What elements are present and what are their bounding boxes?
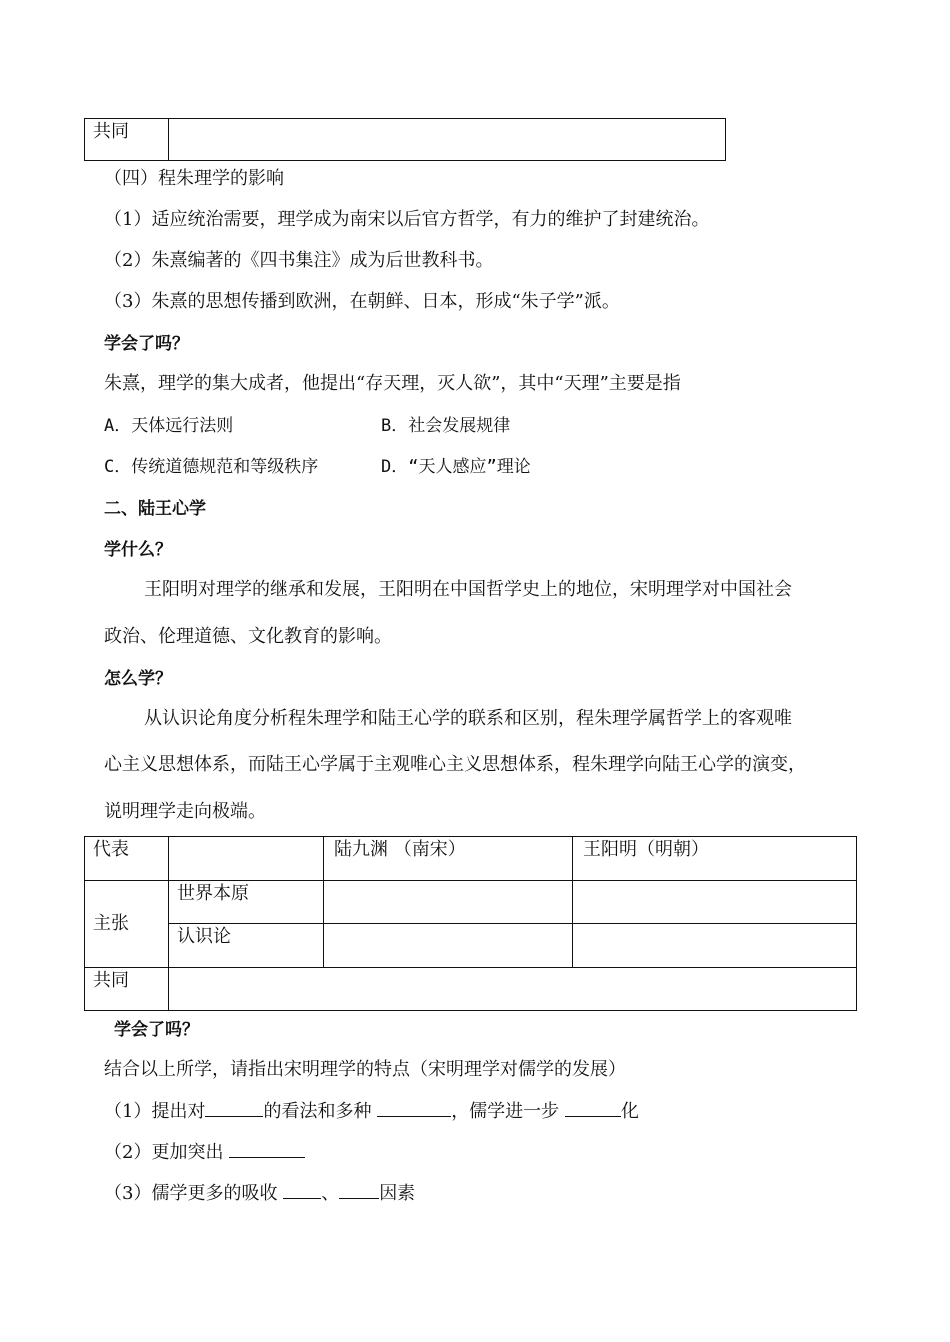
blank-1a[interactable] <box>205 1098 263 1117</box>
option-a[interactable]: A．天体远行法则 <box>104 416 234 436</box>
fill-item-1-text-c: ，儒学进一步 <box>451 1101 560 1122</box>
fill-item-1-text-b: 的看法和多种 <box>263 1101 372 1122</box>
section-heading-influence: （四）程朱理学的影响 <box>104 168 284 189</box>
fill-item-3-text-a: （3）儒学更多的吸收 <box>104 1183 278 1204</box>
influence-item-3: （3）朱熹的思想传播到欧洲，在朝鲜、日本，形成“朱子学”派。 <box>104 291 620 312</box>
quiz2-intro: 结合以上所学，请指出宋明理学的特点（宋明理学对儒学的发展） <box>104 1059 626 1080</box>
option-b[interactable]: B．社会发展规律 <box>381 416 511 436</box>
common-answer-cell[interactable] <box>169 119 726 161</box>
quiz-question: 朱熹，理学的集大成者，他提出“存天理，灭人欲”，其中“天理”主要是指 <box>104 373 681 394</box>
common-label: 共同 <box>85 119 169 161</box>
what-to-learn-line-2: 政治、伦理道德、文化教育的影响。 <box>104 626 392 647</box>
how-to-learn-line-3: 说明理学走向极端。 <box>104 801 266 822</box>
how-to-learn-line-2: 心主义思想体系，而陆王心学属于主观唯心主义思想体系，程朱理学向陆王心学的演变， <box>104 754 806 775</box>
blank-1b[interactable] <box>377 1098 451 1117</box>
col-wang-yangming: 王阳明（明朝） <box>573 837 857 881</box>
option-c[interactable]: C．传统道德规范和等级秩序 <box>104 457 319 477</box>
common-table-top <box>84 118 726 161</box>
rep-blank-cell <box>169 837 324 881</box>
common-label-2: 共同 <box>85 968 169 1011</box>
wang-world-cell[interactable] <box>573 881 857 924</box>
option-d[interactable]: D．“天人感应”理论 <box>381 457 531 477</box>
quiz-heading: 学会了吗？ <box>104 334 189 354</box>
rep-label: 代表 <box>85 837 169 881</box>
lu-world-cell[interactable] <box>324 881 573 924</box>
influence-item-1: （1）适应统治需要，理学成为南宋以后官方哲学，有力的维护了封建统治。 <box>104 209 710 230</box>
how-to-learn-heading: 怎么学？ <box>104 669 172 689</box>
lu-know-cell[interactable] <box>324 924 573 968</box>
fill-item-3-text-b: 、 <box>321 1183 340 1204</box>
fill-item-1 <box>104 1097 639 1123</box>
blank-3b[interactable] <box>339 1180 379 1199</box>
influence-item-2: （2）朱熹编著的《四书集注》成为后世教科书。 <box>104 250 494 271</box>
row-epistemology: 认识论 <box>169 924 324 968</box>
fill-item-1-text-a: （1）提出对 <box>104 1101 206 1122</box>
blank-3a[interactable] <box>283 1180 321 1199</box>
claim-label: 主张 <box>85 881 169 968</box>
blank-2a[interactable] <box>229 1139 305 1158</box>
row-world-origin: 世界本原 <box>169 881 324 924</box>
quiz-heading-2: 学会了吗？ <box>114 1020 199 1040</box>
fill-item-1-text-d: 化 <box>620 1101 639 1122</box>
fill-item-2 <box>104 1138 305 1164</box>
blank-1c[interactable] <box>565 1098 621 1117</box>
common-answer-cell-2[interactable] <box>169 968 857 1011</box>
how-to-learn-line-1: 从认识论角度分析程朱理学和陆王心学的联系和区别，程朱理学属哲学上的客观唯 <box>144 708 792 729</box>
wang-know-cell[interactable] <box>573 924 857 968</box>
fill-item-2-text: （2）更加突出 <box>104 1142 224 1163</box>
part-heading-luwang: 二、陆王心学 <box>104 499 206 519</box>
what-to-learn-heading: 学什么？ <box>104 540 172 560</box>
comparison-table <box>84 836 857 1011</box>
fill-item-3 <box>104 1179 415 1205</box>
fill-item-3-text-c: 因素 <box>379 1183 416 1204</box>
what-to-learn-line-1: 王阳明对理学的继承和发展，王阳明在中国哲学史上的地位，宋明理学对中国社会 <box>144 579 792 600</box>
col-lu-jiuyuan: 陆九渊 （南宋） <box>324 837 573 881</box>
